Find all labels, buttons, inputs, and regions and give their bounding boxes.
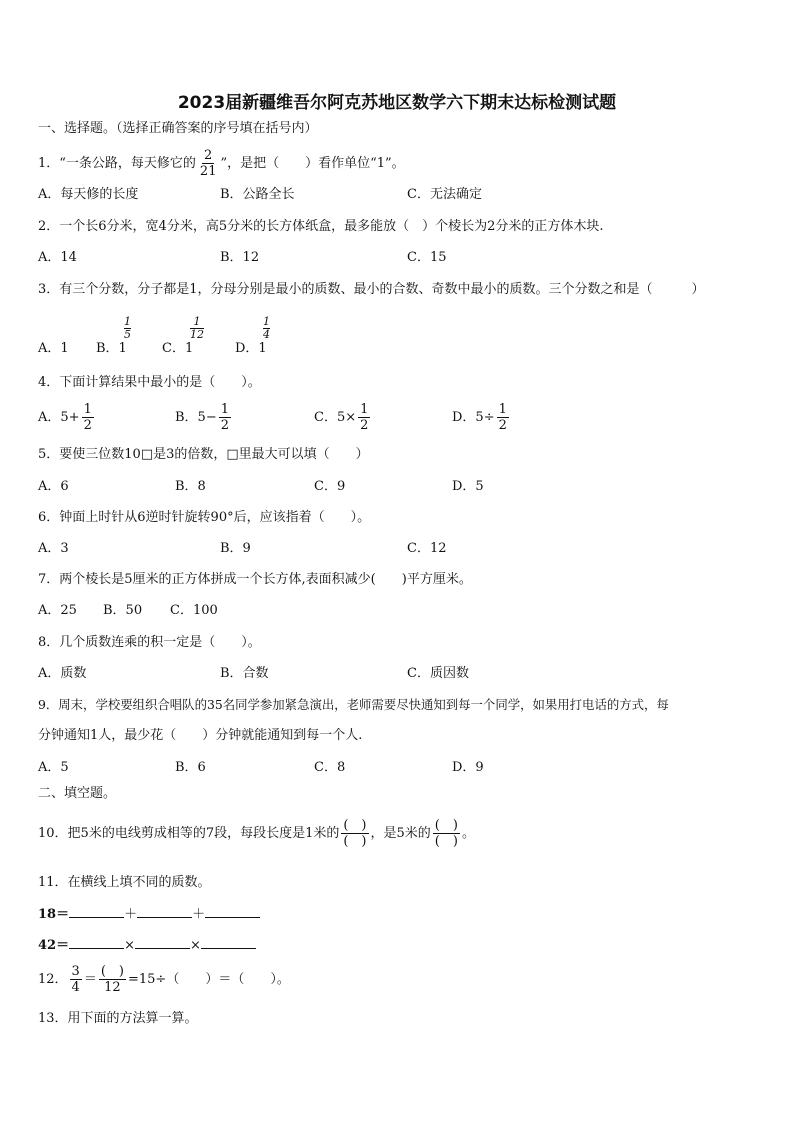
question-11: 11．在横线上填不同的质数。 [38,875,211,890]
q9-option-a: A．5 [38,760,69,775]
q1-text-pre: 1．“一条公路，每天修它的 [38,156,196,171]
q5-option-d: D．5 [452,479,484,494]
q1-option-c: C．无法确定 [407,187,482,202]
question-3: 3．有三个分数，分子都是1，分母分别是最小的质数、最小的合数、奇数中最小的质数。三个分数之和是（ ） [38,282,705,297]
q8-option-b: B．合数 [220,666,269,681]
q8-option-a: A．质数 [38,666,87,681]
q2-option-b: B．12 [220,250,260,265]
question-5: 5．要使三位数10□是3的倍数，□里最大可以填（ ） [38,447,369,462]
q6-option-b: B．9 [220,541,251,556]
q4-option-d: D．5÷ $\frac{1}{2}$ [452,402,507,433]
question-2: 2．一个长6分米，宽4分米，高5分米的长方体纸盒，最多能放（ ）个棱长为2分米的正方体木块. [38,219,604,234]
page-title: 2023届新疆维吾尔阿克苏地区数学六下期末达标检测试题 [177,93,617,113]
q9-option-b: B．6 [175,760,206,775]
q3-option-a: A．1 [38,341,69,356]
q3-option-d: D．1 1 4 [235,315,270,356]
q1-fraction: $\frac{2}{21}$ [199,148,217,179]
q10-blank-fraction-1: $\frac{( )}{( )}$ [343,818,367,849]
q1-option-b: B．公路全长 [220,187,295,202]
q5-option-b: B．8 [175,479,206,494]
question-9-line-2: 分钟通知1人，最少花（ ）分钟就能通知到每一个人. [38,728,363,743]
question-1 [38,148,405,179]
answer-blank[interactable] [205,905,260,918]
q9-option-d: D．9 [452,760,484,775]
q3-option-c: C．1 1 12 [162,315,204,356]
q2-option-c: C．15 [407,250,447,265]
q4-option-b: B．5− $\frac{1}{2}$ [175,402,229,433]
question-7: 7．两个棱长是5厘米的正方体拼成一个长方体,表面积减少( )平方厘米。 [38,572,472,587]
q5-option-c: C．9 [314,479,346,494]
q3-option-b: B．1 1 5 [96,315,131,356]
answer-blank[interactable] [69,905,124,918]
answer-blank[interactable] [69,936,124,949]
answer-blank[interactable] [135,936,190,949]
section-heading-fill: 二、填空题。 [38,786,117,801]
q9-option-c: C．8 [314,760,346,775]
q1-text-post: ”，是把（ ）看作单位“1”。 [220,156,405,171]
question-6: 6．钟面上时针从6逆时针旋转90°后，应该指着（ ）。 [38,510,371,525]
q5-option-a: A．6 [38,479,69,494]
q8-option-c: C．质因数 [407,666,469,681]
answer-blank[interactable] [137,905,192,918]
q2-option-a: A．14 [38,250,77,265]
q10-blank-fraction-2: $\frac{( )}{( )}$ [434,818,458,849]
q7-option-c: C．100 [170,603,218,618]
question-9-line-1: 9．周末，学校要组织合唱队的35名同学参加紧急演出，老师需要尽快通知到每一个同学，如果用打电话的方式，每 [38,697,669,712]
q1-option-a: A．每天修的长度 [38,187,139,202]
q7-option-a: A．25 [38,603,77,618]
q6-option-c: C．12 [407,541,447,556]
q11-line-18: 18＝ ＋ ＋ [38,905,260,924]
question-4: 4．下面计算结果中最小的是（ ）。 [38,375,261,390]
q6-option-a: A．3 [38,541,69,556]
q4-option-c: C．5× $\frac{1}{2}$ [314,402,369,433]
answer-blank[interactable] [201,936,256,949]
q11-line-42: 42＝ × × [38,936,256,955]
question-8: 8．几个质数连乘的积一定是（ ）。 [38,635,261,650]
q4-option-a: A．5+ $\frac{1}{2}$ [38,402,92,433]
q7-option-b: B．50 [103,603,143,618]
question-12: 12． $\frac{3}{4}$ ＝ $\frac{( )}{12}$ =15÷（ ）＝（ ）。 [38,964,290,995]
question-13: 13．用下面的方法算一算。 [38,1011,198,1026]
section-heading-choice: 一、选择题。（选择正确答案的序号填在括号内） [38,121,318,136]
question-10: 10．把5米的电线剪成相等的7段，每段长度是1米的 $\frac{( )}{( )}$ ，是5米的 $\frac{( )}{( )}$ 。 [38,818,475,849]
